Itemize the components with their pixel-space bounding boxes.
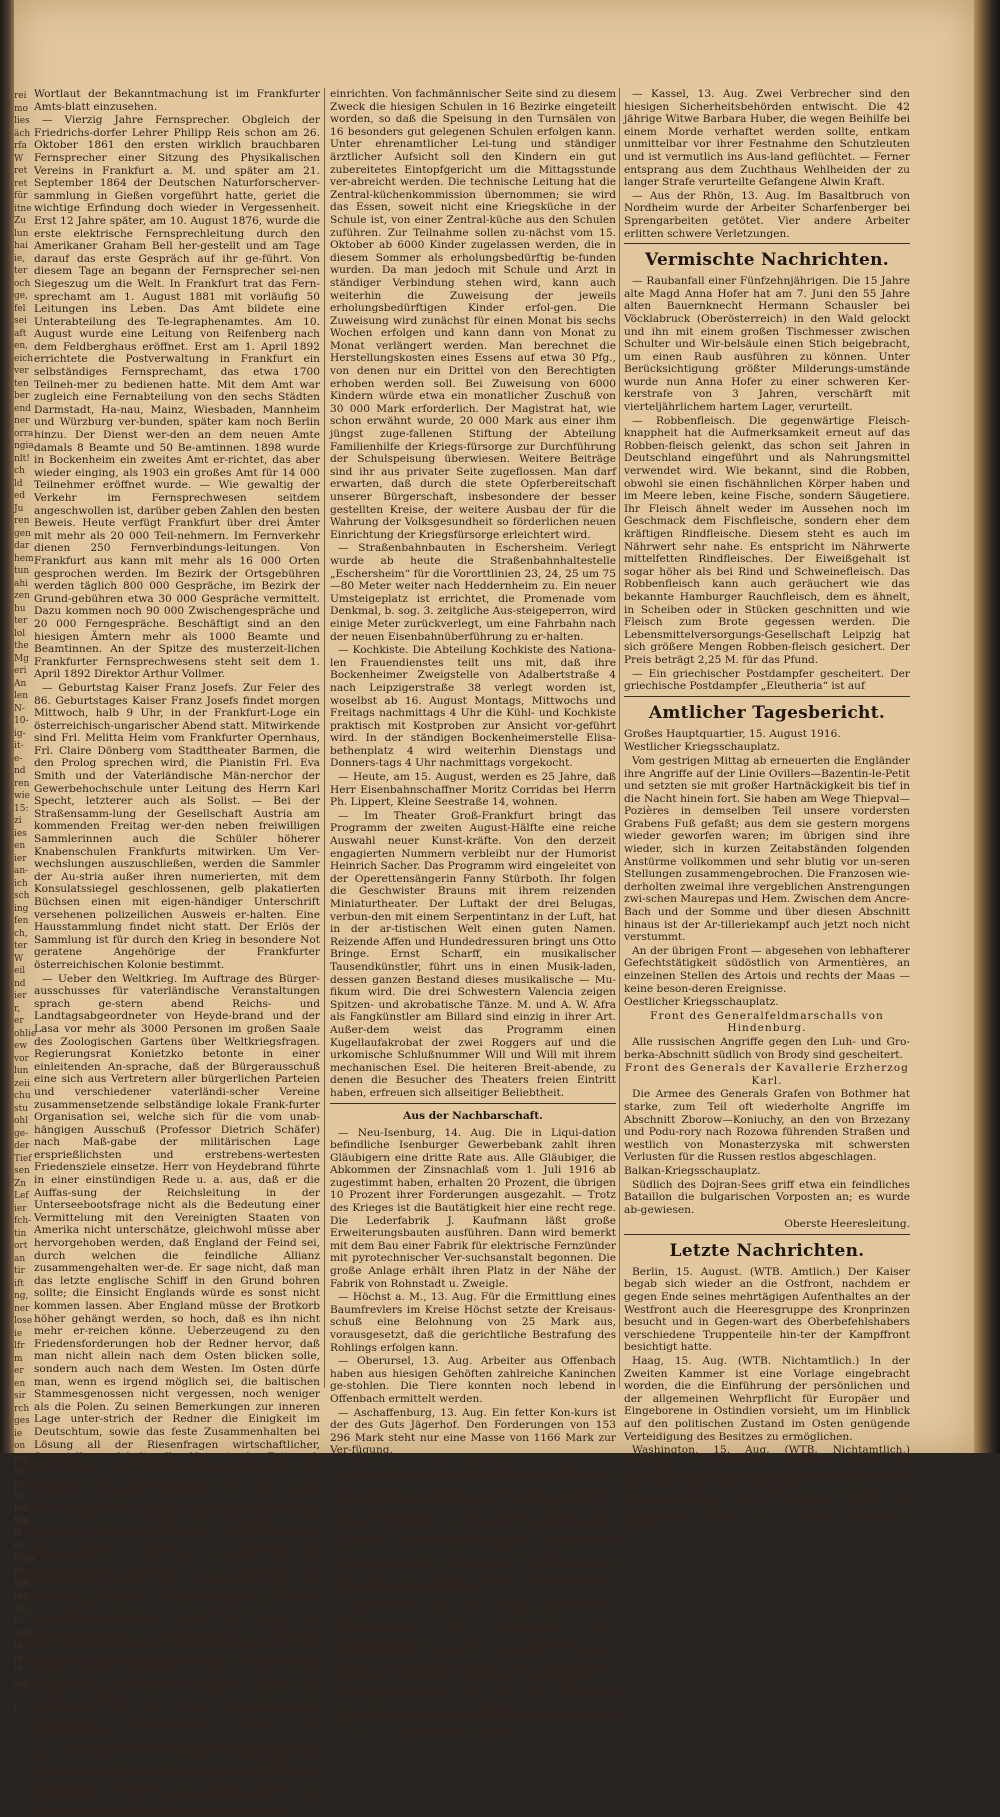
news-item: — Höchst a. M., 13. Aug. Für die Ermittlung eines Baumfrevlers im Kreise Höchst setzte der Kreisaus-schuß eine Belohnung von 25 Mark aus, vorausgesetzt, daß die gerichtliche Bestrafung des Rohlings erfolgen kann.	[330, 1291, 616, 1354]
column-rule-2	[619, 88, 620, 1388]
hq-dateline: Großes Hauptquartier, 15. August 1916.	[624, 727, 841, 740]
report-signature: Oberste Heeresleitung.	[784, 1218, 910, 1231]
report-paragraph: Alle russischen Angriffe gegen den Luh- und Gro-berka-Abschnitt südlich von Brody sind gescheitert.	[624, 1035, 910, 1061]
news-item: — Aus der Rhön, 13. Aug. Im Basaltbruch von Nordheim wurde der Arbeiter Scharfenberger bei Sprengarbeiten getötet. Vier andere Arbeiter erlitten schwere Verletzungen.	[624, 189, 910, 240]
article-fernsprecher: — Vierzig Jahre Fernsprecher. Obgleich der Friedrichs-dorfer Lehrer Philipp Reis schon am 26. Oktober 1861 den ersten wirklich brauchbaren Fernsprecher einer Sitzung des Physikalischen Vereins in Frankfurt a. M. und später am 21. September 1864 der Deutschen Naturforscherver-sammlung in Gießen vorgeführt hatte, geriet die wichtige Erfindung doch wieder in Vergessenheit. Erst 12 Jahre später, am 10. August 1876, wurde die erste elektrische Fernsprechleitung durch den Amerikaner Graham Bell her-gestellt und am Tage darauf das erste Gespräch auf ihr ge-führt. Von diesem Tage an begann der Fernsprecher sei-nen Siegeszug um die Welt. In Frankfurt trat das Fern-sprechamt am 1. August 1881 mit vorläufig 50 Leitungen ins Leben. Das Amt bildete eine Unterabteilung des Te-legraphenamtes. Am 10. August wurde eine Leitung von Reifenberg nach dem Feldberghaus eröffnet. Erst am 1. April 1892 errichtete die Postverwaltung in Frankfurt ein selbständiges Fernsprechamt, das etwa 1700 Teilneh-mer zu bedienen hatte. Mit dem Amt war zugleich eine Fernabteilung von den sechs Städten Darmstadt, Ha-nau, Mainz, Wiesbaden, Mannheim und Würzburg ver-bunden, später kam noch Berlin hinzu. Der Dienst wer-den an dem neuen Amte damals 8 Beamte und 50 Be-amtinnen. 1898 wurde in Bockenheim ein zweites Amt er-richtet, das aber wieder einging, als 1903 ein großes Amt für 14 000 Teilnehmer eröffnet wurde. — Wie gewaltig der Verkehr im Fernsprechwesen seitdem angeschwollen ist, darüber geben Zahlen den besten Beweis. Heute verfügt Frankfurt über drei Ämter mit mehr als 20 000 Teil-nehmern. Im Fernverkehr dienen 250 Fernverbindungs-leitungen. Von Frankfurt aus kann mit mehr als 16 000 Orten gesprochen werden. Im Bezirk der Ortsgebühren werden täglich 800 000 Gespräche, im Bezirk der Grund-gebühren etwa 30 000 Gespräche vermittelt. Dazu kommen noch 90 000 Zwischengespräche und 20 000 Ferngespräche. Beschäftigt sind an den hiesigen Ämtern mehr als 1000 Beamte und Beamtinnen. An der Spitze des musterzeit-lichen Frankfurter Fernsprechwesens steht seit dem 1. April 1892 Direktor Arthur Vollmer.	[34, 114, 320, 681]
news-item: Washington, 15. Aug. (WTB. Nichtamtlich.) Meldung des Reuterschen Bureaus. Sowohl die Eisen-bahnunternehmer wie die Angestellten haben den Streit-fall dem Präsidenten vorgelegt. Die Regierungskreise sind überzeugt, daß die Vermittlung Wilsons den Ausstand ab-wenden werde.	[624, 1444, 910, 1532]
east-front-heading: Oestlicher Kriegsschauplatz.	[624, 996, 779, 1009]
section-divider	[330, 1103, 616, 1104]
article-paragraph: — Straßenbahnbauten in Eschersheim. Verlegt wurde ab heute die Straßenbahnhaltestelle „Eschersheim“ für die Vororttlinien 23, 24, 25 um 75—80 Meter weiter nach Heddernheim zu. Ein neuer Umsteigeplatz ist errichtet, die Promenade vom Denkmal, b. sog. 3. zeitgliche Aus-steigeperron, wird einige Meter zurückverlegt, um eine Fahrbahn nach der neuen Eisenbahnüberführung zu er-halten.	[330, 542, 616, 643]
article-franz-josef: — Geburtstag Kaiser Franz Josefs. Zur Feier des 86. Geburtstages Kaiser Franz Josefs findet morgen Mittwoch, halb 9 Uhr, in der Frankfurt-Loge ein österreichisch-ungarischer Abend statt. Mitwirkende sind Frl. Melitta Heim vom Frankfurter Opernhaus, Frl. Claire Dönberg vom Stadttheater Barmen, die den Prolog sprechen wird, die Pianistin Frl. Eva Smith und der Vaterländische Män-nerchor der Gewerbehochschule unter Leitung des Herrn Karl Specht, letzterer auch als Solist. — Bei der Straßensamm-lung der Gesellschaft Austria am kommenden Freitag wer-den neben freiwilligen Sammlerinnen auch die Schüler höherer Knabenschulen Frankfurts mitwirken. Um Ver-wechslungen auszuschließen, werden die Sammler der Au-stria außer ihren numerierten, mit dem Konsulatssiegel geschlossenen, gelb plakatierten Büchsen einen mit eigen-händiger Unterschrift versehenen polizeilichen Ausweis er-halten. Eine Hausstammlung findet nicht statt. Der Erlös der Sammlung ist für durch den Krieg in besondere Not geratene Angehörige der Frankfurter österreichischen Kolonie bestimmt.	[34, 681, 320, 971]
section-divider	[624, 1234, 910, 1235]
east-subheading: Front des Generalfeldmarschalls von Hindenburg.	[650, 1009, 884, 1035]
report-paragraph: Südlich des Dojran-Sees griff etwa ein feindliches Bataillon die bulgarischen Vorposten an; es wurde ab-gewiesen.	[624, 1178, 910, 1216]
news-item: — Raubanfall einer Fünfzehnjährigen. Die 15 Jahre alte Magd Anna Hofer hat am 7. Juni den 55 Jahre alten Bauernknecht Hermann Schausler bei Vöcklabruck (Oberösterreich) in den Wald gelockt und ihn mit einem großen Tischmesser zwischen Schulter und Wir-belsäule einen Stich beigebracht, um einen Raub ausführen zu können. Unter Berücksichtigung größter Milderungs-umstände wurde nun Anna Hofer zu einer schweren Ker-kerstrafe von 3 Jahren, verschärft mit vierteljährlichem hartem Lager, verurteilt.	[624, 275, 910, 414]
east-subheading: Front des Generals der Kavallerie Erzherzog Karl.	[625, 1062, 909, 1087]
column-3	[624, 88, 910, 1532]
article-paragraph: Wortlaut der Bekanntmachung ist im Frankfurter Amts-blatt einzusehen.	[34, 88, 320, 113]
article-weltkrieg: — Ueber den Weltkrieg. Im Auftrage des Bürger-ausschusses für vaterländische Veranstaltungen sprach ge-stern abend Reichs- und Landtagsabgeordneter von Heyde-brand und der Lasa vor mehr als 3000 Personen im großen Saale des Zoologischen Gartens über Weltkriegsfragen. Regierungsrat Konietzko betonte in einer einleitenden An-sprache, daß der Bürgerausschuß eine sich aus Vertretern aller bürgerlichen Parteien und verschiedener vaterländi-scher Vereine zusammensetzende selbständige lokale Frank-furter Organisation sei, welche sich für die vom unab-hängigen Ausschuß (Professor Dietrich Schäfer) nach Maß-gabe der militärischen Lage ersprießlichsten und erstrebens-wertesten Friedensziele einsetze. Herr von Heydebrand führte in einer einstündigen Rede u. a. aus, daß er die Auffas-sung der Reichsleitung in der Unterseebootsfrage nicht als die Bedeutung einer Vermittelung mit den Vereinigten Staaten von Amerika nicht unterschätze, gleichwohl müsse aber hervorgehoben werden, daß England der Feind sei, durch welchen die feindliche Allianz zusammengehalten wer-de. Er sage nicht, daß man das letzte englische Schiff in den Grund bohren sollte; die Einsicht Englands würde es sonst nicht kommen lassen. Aber England müsse der Brotkorb höher gehängt werden, so hoch, daß es ihn nicht mehr er-reichen könne. Ueberzeugend zu den Friedensforderungen hob der Redner hervor, daß man nicht allein nach dem Osten blicken solle, sondern auch nach dem Westen. Im Osten dürfe man, wenn es irgend möglich sei, die baltischen Stammesgenossen nicht vergessen, noch weniger als die Polen. Zu seinen Bemerkungen zur inneren Lage unter-strich der Redner die Einigkeit im Deutschtum, sowie das feste Zusammenhalten bei Lösung all der Riesenfragen wirtschaftlicher, finanzieller und kultureller Natur in der Zeit nach dem Kriege. Das preußische Wahlrecht dürfe nicht den Kern der Neuorientierung bilden, wie er sich überhaupt dagegen aussprechen, bei dem Aufbau des preu-ßischen Staates entsprechende Eigenart des preußischen Wahlrechts aufzugeben. Die Eigenart der einzelstaatlichen Organismen dürfe nicht geopfert werden, da sie kulturell und wirtschaftlich, ja auch jetzt draußen auf dem Schlacht-felde zusammen die Grundlage zu fruchtbarer Tätigkeit. Die Schlußausführungen des Redners waren der Sozialdemo-kratie gewidmet. Der Begriff national und antinational könne nicht als zusammengeschlossen gelten, so lange die Sozialdemokratie die Verbrüderung des Proletariats der ganzen Welt erstrebe. Die Rede klang aus in den Mahnruf: Aus Vaterland, aus teure, schließ dich an! Regie-rungsrat Konietzko sprach ein kurzes Schlußwort, gedachte der Kämpfer draußen, zu Lande, zu Wasser und in der Luft und brachte ein Kaiserhoch aus. Mit der begeisterungs-voll gesungenen Nationalhymne schloß die Veranstaltung.	[34, 972, 320, 1741]
section-divider	[624, 696, 910, 697]
article-paragraph: — Heute, am 15. August, werden es 25 Jahre, daß Herr Eisenbahnschaffner Moritz Corridas bei Herrn Ph. Lippert, Kleine Seestraße 14, wohnen.	[330, 771, 616, 809]
section-heading-tagesbericht: Amtlicher Tagesbericht.	[648, 702, 886, 723]
news-item: Berlin, 15. August. (WTB. Amtlich.) Der Kaiser begab sich wieder an die Ostfront, nachdem er gegen Ende seines mehrtägigen Aufenthaltes an der Westfront auch die Heeresgruppe des Kronprinzen besucht und in Gegen-wart des Oberbefehlshabers verschiedene Truppenteile hin-ter der Kampffront besichtigt hatte.	[624, 1265, 910, 1354]
report-paragraph: Die Armee des Generals Grafen von Bothmer hat starke, zum Teil oft wiederholte Angriffe im Abschnitt Zborow—Koniuchy, an den von Brzezany und Podu-rory nach Rozowa führenden Straßen und westlich von Monasterzyska mit schwersten Verlusten für die Russen restlos abgeschlagen.	[624, 1088, 910, 1164]
news-item: — Schlüchtern, 14. Aug. Der am Samstag hier abgehaltene Kreistag ermächtigte den Kreisausschuß, dem Patenkreise des Regierungsbezirks Kassel Stallupönen in Ostpreußen einen Betrag von 5300 Mk. zu spenden. Vorerst soll versucht werden, diese Summe durch freiwillige Sammlungen im Kreise aufzubringen; der fehlende Rest wird dann von der Kreiskasse übernommen. — Insgesamt hat der Regierungsbezirk Kassel ohne die Stadt Kassel 150 000 Mk. für Stallupönen bewilligt.	[330, 1597, 616, 1736]
news-item: — Ein griechischer Postdampfer gescheitert. Der griechische Postdampfer „Eleutheria“ ist auf	[624, 667, 910, 693]
news-item: — Eberstadt (Kreis Darmstadt), 13. Aug. Nach kurzem Leiden verstarb hier im Alter von 57 Jahren Frau Sanitätsrat Adelheid Wette. Die Verstorbene war die Verfasserin zahlreicher Märchenspiele, wie „Der Frosch-könig“, „Die sieben Geißlein“ und „Hänsel und Gretel“. Zu „Hänsel und Gretel“ schrieb ihr Bruder, Engelbert Humperdinck, die prächtige kerndeutsche Musik, die blei-bendes Eigentum der deutschen Bühnen geworden ist. Weltberühmt ist auch das von Adelheid Wette heraus-gegebene „Deutsche Kinderliederbuch“.	[330, 1457, 616, 1596]
adjacent-page-margin-fragments: rei mo lies äch rfa W ret ret für itne Zu lun hai ie, ter och ge, fel sei aft en, eich ver ten ber end ner orra ngia nlt! ch ld ed Ju ren gen dar hem tun ahi zen hu ter lol the Mg eri An len N- 10- ig- it- e- nd ren wie 15: zi ies en ier an- ich sch ing fen ch, ter W eil nd ier r, er ohlie ew vor lun zeii chu stu ohl ge- der Tief sen Zn Lef ier fch- tin ort an tir ift ng, ner lose ie lfr m er en sir rch ges ie on ein nd, er lei ber ten N er- fchn- en fen ten fch it- zeh in in rf ver n. t.	[14, 91, 38, 1714]
book-binding-left	[0, 0, 14, 1453]
section-heading-nachbarschaft: Aus der Nachbarschaft.	[403, 1109, 543, 1122]
news-item: — Neu-Isenburg, 14. Aug. Die in Liqui-dation befindliche Isenburger Gewerbebank zahlt ihren Gläubigern eine dritte Rate aus. Alle Gläubiger, die Abkommen der Zinsnachlaß vom 1. Juli 1916 ab zugestimmt haben, erhalten 20 Prozent, die übrigen 10 Prozent ihrer Forderungen ausgezahlt. — Trotz des Krieges ist die Bautätigkeit hier eine recht rege. Die Lederfabrik J. Kaufmann läßt große Erweiterungsbauten ausführen. Dann wird bemerkt mit dem Bau einer Fabrik für elektrische Fernzünder mit pyrotechnischer Ver-suchsanstalt begonnen. Die große Anlage erhält ihren Platz in der Nähe der Fabrik von Rohnstadt u. Zweigle.	[330, 1126, 616, 1290]
column-rule-1	[324, 88, 325, 1388]
report-paragraph: Vom gestrigen Mittag ab erneuerten die Engländer ihre Angriffe auf der Linie Ovillers—Bazentin-le-Petit und setzten sie mit großer Hartnäckigkeit bis tief in die Nacht hinein fort. Sie haben am Wege Thiepval—Pozières in demselben Teil unsere vordersten Grabens Fuß gefaßt; aus dem sie gestern morgens wieder geworfen waren; im übrigen sind ihre wieder, sich in kurzen Zeitabständen folgenden Anstürme vollkommen und sehr blutig vor un-seren Stellungen zusammengebrochen. Die Franzosen wie-derholten zweimal ihre vergeblichen Anstrengungen zwi-schen Maurepas und Hem. Zwischen dem Ancre-Bach und der Somme und über diesen Abschnitt hinaus ist der Ar-tilleriekampf auch jetzt noch nicht verstummt.	[624, 754, 910, 944]
column-2	[330, 88, 616, 1736]
section-heading-letzte: Letzte Nachrichten.	[669, 1240, 865, 1261]
balkan-heading: Balkan-Kriegsschauplatz.	[624, 1164, 761, 1177]
west-front-heading: Westlicher Kriegsschauplatz.	[624, 741, 781, 754]
section-heading-vermischte: Vermischte Nachrichten.	[645, 250, 889, 271]
news-item: Haag, 15. Aug. (WTB. Nichtamtlich.) In der Zweiten Kammer ist eine Vorlage eingebracht worden, die die Einführung der persönlichen und der allgemeinen Wehrpflicht für Europäer und Eingeborene in Ostindien vorsieht, um im Hinblick auf den politischen Zustand im Osten genügende Verteidigung des Besitzes zu ermöglichen.	[624, 1355, 910, 1443]
news-item: — Robbenfleisch. Die gegenwärtige Fleisch-knappheit hat die Aufmerksamkeit erneut auf das Robben-fleisch gelenkt, das schon seit Jahren in Deutschland eingeführt und als Nahrungsmittel verwendet wird. Wie bekannt, sind die Robben, obwohl sie einen fischähnlichen Körper haben und im Meere leben, keine Fische, sondern Säugetiere. Ihr Fleisch ähnelt weder im Aussehen noch im Geschmack dem Fischfleische, sondern eher dem kräftigen Rindfleische. Diesem steht es auch im Nährwert sehr nahe. Es entspricht im Nährwerte mittelfetten Rindfleisches. Der Eiweißgehalt ist sogar höher als bei Rind und Schweinefleisch. Das Robbenfleisch kann auch geräuchert wie das bekannte Hamburger Rauchfleisch, dem es ähnelt, in Scheiben oder in Stücken geschnitten und wie Fleisch zum Brote gegessen werden. Die Lebensmittelversorgungs-Gesellschaft Leipzig hat sich größere Mengen Robben-fleisch gesichert. Der Preis beträgt 2,25 M. für das Pfund.	[624, 414, 910, 666]
article-paragraph: — Kochkiste. Die Abteilung Kochkiste des Nationa-len Frauendienstes teilt uns mit, daß ihre Bockenheimer Zweigstelle von Adalbertstraße 4 nach Leipzigerstraße 38 verlegt worden ist, woselbst ab 16. August Montags, Mittwochs und Freitags nachmittags 4 Uhr die Kühl- und Kochkiste praktisch mit Kostproben zur Ansicht vor-geführt wird. In der ständigen Bockenheimerstelle Elisa-bethenplatz 4 wird weiterhin Dienstags und Donners-tags 4 Uhr nachmittags vorgekocht.	[330, 644, 616, 770]
report-paragraph: An der übrigen Front — abgesehen von lebhafterer Gefechtstätigkeit südöstlich von Armentières, an einzelnen Stellen des Artois und rechts der Maas — keine beson-deren Ereignisse.	[624, 944, 910, 995]
article-paragraph: einrichten. Von fachmännischer Seite sind zu diesem Zweck die hiesigen Schulen in 16 Bezirke eingeteilt worden, so daß die Speisung in den Turnsälen von 16 besonders gut gelegenen Schulen erfolgen kann. Unter ehrenamtlicher Lei-tung und ständiger ärztlicher Aufsicht soll den Kindern ein gut zubereitetes Eintopfgericht um die Mittagsstunde ver-abreicht werden. Die technische Leitung hat die Zentral-küchenkommission übernommen; sie wird das Essen, soweit nicht eine Kriegsküche in der Schule ist, von einer Zentral-küche aus den Schulen zuführen. Zur Teilnahme sollen zu-nächst vom 15. Oktober ab 6000 Kinder zugelassen werden, die in diesem Sommer als erholungsbedürftig be-funden wurden. Da man jedoch mit Schule und Arzt in ständiger Verbindung stehen wird, kann auch weiterhin die Zuweisung der jeweils erholungsbedürftigen Kinder erfol-gen. Die Zuweisung wird zunächst für einen Monat bis sechs Wochen erfolgen und kann dann von Monat zu Monat verlängert werden. Man berechnet die Herstellungskosten eines Essens auf etwa 30 Pfg., von denen nur ein Drittel von den Berechtigten erhoben werden soll. Bei Zuweisung von 6000 Kindern würde etwa ein monatlicher Zuschuß von 30 000 Mark erforderlich. Der Magistrat hat, wie schon erwähnt wurde, 20 000 Mark aus einer ihm jüngst zuge-fallenen Stiftung der Abteilung Familienhilfe der Kriegs-fürsorge zur Durchführung der Schulspeisung überwiesen. Weitere Beiträge sind ihr aus privater Seite zugeflossen. Man darf erwarten, daß durch die stete Opferbereitschaft unserer Bürgerschaft, insbesondere der besser gestellten Kreise, der weitere Ausbau der für die Wahrung der Volksgesundheit so förderlichen neuen Einrichtung der Kriegsfürsorge erleichtert wird.	[330, 88, 616, 541]
news-item: — Aschaffenburg, 13. Aug. Ein fetter Kon-kurs ist der des Guts Jägerhof. Den Forderungen von 153 296 Mark steht nur eine Masse von 1166 Mark zur Ver-fügung.	[330, 1406, 616, 1457]
article-schulspeisung: — Schulspeisung für erholungsbedürftige Kinder. Wie die Abteilung Familienhilfe der Kriegsfürsorge mitteilt, wird sie gemäß den Beschlüssen der oberen städtischen Be-hörden in diesem Herbst in Ergänzung der Erholungsfür-sorge eine Schulspeisung für erholungsbedürftige Kinder	[34, 1741, 320, 1817]
article-paragraph: — Im Theater Groß-Frankfurt bringt das Programm der zweiten August-Hälfte eine reiche Auswahl neuer Kunst-kräfte. Von den derzeit engagierten Nummern verbleibt nur der Humorist Heinrich Sacher. Das Programm wird eingeleitet von der Operettensängerin Fanny Stürboth. Ihr folgen die Geschwister Brauns mit ihrem reizenden Miniaturtheater. Der Luftakt der drei Belugas, verbun-den mit einem Serpentintanz in der Luft, hat in der ar-tistischen Welt einen guten Namen. Reizende Affen und Hundedressuren bringt uns Otto Bringe. Ernst Scharff, ein musikalischer Tausendkünstler, führt uns in einen Musik-laden, dessen ganzen Bestand dieses musikalische — Mu-fikum wird. Die drei Schwestern Valencia zeigen Spitzen- und akrobatische Tänze. M. und A. W. Afra als Fangkünstler am Billard sind einzig in ihrer Art. Außer-dem weist das Programm einen Kugellaufakrobat der zwei Roggers auf und die urkomische Schlußnummer Will und Will mit ihrem mechanischen Esel. Die heiteren Breit-abende, zu denen die Besucher des Theaters freien Eintritt haben, erfreuen sich allseitiger Beliebtheit.	[330, 809, 616, 1099]
news-item: — Kassel, 13. Aug. Zwei Verbrecher sind den hiesigen Sicherheitsbehörden entwischt. Die 42 jährige Witwe Barbara Huber, die wegen Beihilfe bei einem Morde verhaftet werden sollte, entkam unmittelbar vor ihrer Festnahme den Schutzleuten und ist vermutlich ins Aus-land geflüchtet. — Ferner entsprang aus dem Zuchthaus Wehlheiden der zu langer Strafe verurteilte Gefangene Alwin Kraft.	[624, 88, 910, 189]
column-1	[34, 88, 320, 1817]
news-item: — Oberursel, 13. Aug. Arbeiter aus Offenbach haben aus hiesigen Gehöften zahlreiche Kaninchen ge-stohlen. Die Tiere konnten noch lebend in Offenbach ermittelt werden.	[330, 1355, 616, 1405]
section-divider	[624, 243, 910, 244]
book-binding-right	[974, 0, 1000, 1453]
